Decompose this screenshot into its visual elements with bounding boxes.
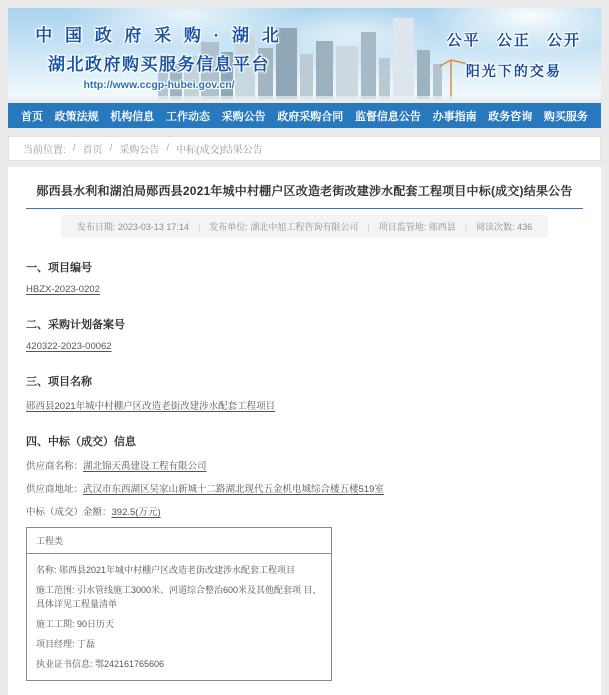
slogan-fairness: 公平 公正 公开 xyxy=(446,32,581,49)
meta-separator: | xyxy=(464,221,468,232)
project-number-value[interactable]: HBZX-2023-0202 xyxy=(26,284,100,295)
section-heading-award-info: 四、中标（成交）信息 xyxy=(26,436,136,448)
site-banner xyxy=(8,8,601,99)
plan-filing-number-value[interactable]: 420322-2023-00062 xyxy=(26,341,112,352)
meta-publish-date: 发布日期: 2023-03-13 17:14 xyxy=(76,222,189,232)
breadcrumb-separator: / xyxy=(109,143,113,154)
award-amount-label: 中标（成交）金额： xyxy=(26,507,112,518)
award-detail-box xyxy=(26,527,332,681)
box-row: 施工范围: 引水管线施工3000米、河道综合整治600米及其他配套项 目，具体详见工程量清单 xyxy=(36,584,322,609)
nav-item-work-news[interactable]: 工作动态 xyxy=(165,110,210,123)
meta-supervision-area: 项目监管地: 郧西县 xyxy=(378,222,456,232)
nav-item-purchase-service[interactable]: 购买服务 xyxy=(543,110,588,123)
site-slogan xyxy=(447,29,581,81)
supplier-name-label: 供应商名称： xyxy=(26,461,84,472)
meta-publish-unit: 发布单位: 湖北中旭工程咨询有限公司 xyxy=(209,222,359,232)
nav-item-home[interactable]: 首页 xyxy=(21,110,43,123)
site-title: 中 国 政 府 采 购 · 湖 北 xyxy=(35,26,283,45)
site-url-link[interactable]: http://www.ccgp-hubei.gov.cn/ xyxy=(83,79,235,91)
box-row: 项目经理: 丁磊 xyxy=(36,638,96,649)
site-identity xyxy=(34,21,284,91)
breadcrumb-home[interactable]: 首页 xyxy=(82,145,103,156)
breadcrumb xyxy=(8,136,601,161)
article-meta-bar xyxy=(61,215,548,238)
award-amount-value[interactable]: 392.5(万元) xyxy=(111,507,161,518)
nav-item-procurement-notice[interactable]: 采购公告 xyxy=(221,110,266,123)
section-heading-project-name: 三、项目名称 xyxy=(26,376,92,388)
nav-item-consult[interactable]: 政务咨询 xyxy=(488,110,533,123)
nav-item-guide[interactable]: 办事指南 xyxy=(432,110,477,123)
main-nav xyxy=(8,103,601,128)
nav-item-gov-contract[interactable]: 政府采购合同 xyxy=(277,110,344,123)
meta-separator: | xyxy=(197,221,201,232)
meta-separator: | xyxy=(367,221,370,232)
breadcrumb-label: 当前位置: xyxy=(23,145,66,156)
box-row: 执业证书信息: 鄂242161765606 xyxy=(36,658,165,669)
award-detail-box-body xyxy=(27,554,331,680)
supplier-name-value[interactable]: 湖北锦天禹建设工程有限公司 xyxy=(83,461,207,472)
project-name-value[interactable]: 郧西县2021年城中村棚户区改造老街改建涉水配套工程项目 xyxy=(26,401,276,412)
nav-item-org-info[interactable]: 机构信息 xyxy=(110,110,155,123)
meta-read-count: 阅读次数: 436 xyxy=(476,222,533,232)
breadcrumb-procurement-notice[interactable]: 采购公告 xyxy=(119,145,160,156)
section-heading-project-number: 一、项目编号 xyxy=(26,262,92,274)
box-row: 名称: 郧西县2021年城中村棚户区改造老街改建涉水配套工程项目 xyxy=(36,565,296,575)
supplier-address-value[interactable]: 武汉市东西湖区吴家山新城十二路湖北现代五金机电城综合楼五楼519室 xyxy=(83,484,384,495)
breadcrumb-current[interactable]: 中标(成交)结果公告 xyxy=(176,145,263,156)
nav-item-policy[interactable]: 政策法规 xyxy=(54,110,99,123)
supplier-address-label: 供应商地址： xyxy=(26,484,84,495)
award-detail-box-header: 工程类 xyxy=(27,528,331,554)
award-amount-field xyxy=(26,504,583,518)
title-divider xyxy=(26,208,583,209)
section-heading-plan-filing-number: 二、采购计划备案号 xyxy=(26,319,125,331)
site-subtitle: 湖北政府购买服务信息平台 xyxy=(48,55,270,74)
article-title: 郧西县水利和湖泊局郧西县2021年城中村棚户区改造老街改建涉水配套工程项目中标(成交)结果公告 xyxy=(36,184,573,198)
supplier-address-field xyxy=(26,481,583,495)
slogan-sunshine: 阳光下的交易 xyxy=(465,63,562,79)
box-row: 施工工期: 90日历天 xyxy=(36,618,115,629)
article-content xyxy=(8,167,601,695)
supplier-name-field xyxy=(26,458,583,472)
breadcrumb-separator: / xyxy=(166,143,170,154)
nav-item-supervision-notice[interactable]: 监督信息公告 xyxy=(354,110,421,123)
breadcrumb-separator: / xyxy=(72,143,76,154)
